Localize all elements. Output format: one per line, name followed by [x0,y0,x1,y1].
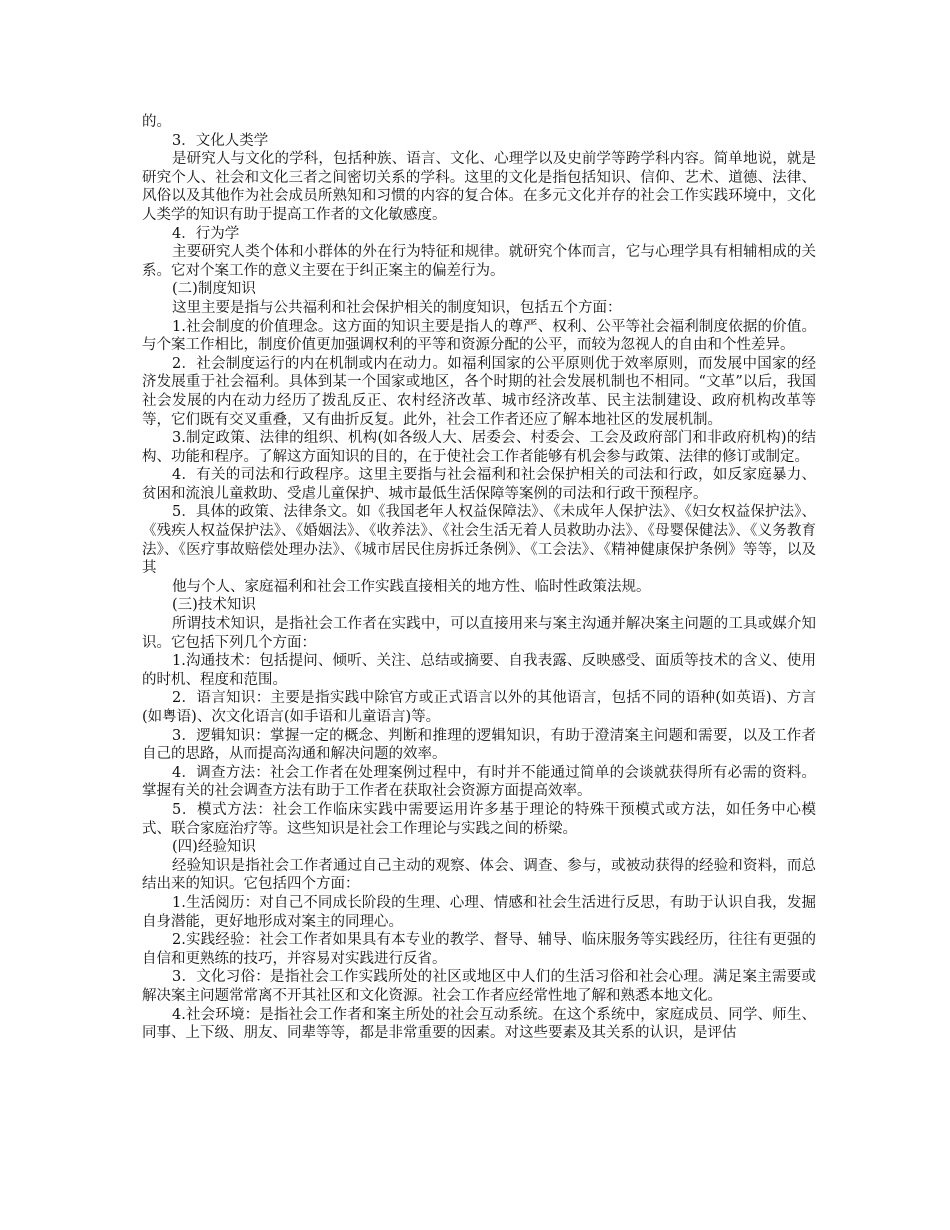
paragraph-institutional-intro: 这里主要是指与公共福利和社会保护相关的制度知识，包括五个方面： [172,299,622,316]
heading-behavioral-science: 4．行为学 [172,225,240,242]
list-item-institutional-5: 5．具体的政策、法律条文。如《我国老年人权益保障法》、《未成年人保护法》、《妇女权益保护法》、《残疾人权益保护法》、《婚姻法》、《收养法》、《社会生活无着人员救助办法》、《母婴保健法》、《义务教育法》、《医疗事故赔偿处理办法》、《城市居民住房拆迁条例》、《工会法》、《精神健康保护条例》等等，以及其 [142,504,816,577]
list-item-technical-1: 1.沟通技术：包括提问、倾听、关注、总结或摘要、自我表露、反映感受、面质等技术的含义、使用的时机、程度和范围。 [142,653,816,688]
list-item-institutional-1: 1.社会制度的价值理念。这方面的知识主要是指人的尊严、权利、公平等社会福利制度依据的价值。与个案工作相比，制度价值更加强调权利的平等和资源分配的公平，而较为忽视人的自由和个性差异。 [142,318,816,354]
list-item-institutional-4: 4．有关的司法和行政程序。这里主要指与社会福利和社会保护相关的司法和行政，如反家庭暴力、贫困和流浪儿童救助、受虐儿童保护、城市最低生活保障等案例的司法和行政干预程序。 [142,467,816,502]
paragraph-experiential-intro: 经验知识是指社会工作者通过自己主动的观察、体会、调查、参与，或被动获得的经验和资料，而总结出来的知识。它包括四个方面： [142,857,816,893]
list-item-experiential-1: 1.生活阅历：对自己不同成长阶段的生理、心理、情感和社会生活进行反思，有助于认识自我，发掘自身潜能，更好地形成对案主的同理心。 [142,894,816,930]
section-heading-institutional: (二)制度知识 [172,281,256,298]
section-heading-technical: (三)技术知识 [172,597,256,614]
section-heading-experiential: (四)经验知识 [172,839,256,856]
paragraph-continuation: 的。 [142,114,171,130]
paragraph-behavioral-science: 主要研究人类个体和小群体的外在行为特征和规律。就研究个体而言，它与心理学具有相辅相成的关系。它对个案工作的意义主要在于纠正案主的偏差行为。 [142,244,816,279]
paragraph-cultural-anthropology: 是研究人与文化的学科，包括种族、语言、文化、心理学以及史前学等跨学科内容。简单地说，就是研究个人、社会和文化三者之间密切关系的学科。这里的文化是指包括知识、信仰、艺术、道德、法律、风俗以及其他作为社会成员所熟知和习惯的内容的复合体。在多元文化并存的社会工作实践环境中，文化人类学的知识有助于提高工作者的文化敏感度。 [142,151,816,223]
list-item-experiential-2: 2.实践经验：社会工作者如果具有本专业的教学、督导、辅导、临床服务等实践经历，往往有更强的自信和更熟练的技巧，并容易对实践进行反省。 [142,932,816,967]
list-item-institutional-2: 2．社会制度运行的内在机制或内在动力。如福利国家的公平原则优于效率原则，而发展中国家的经济发展重于社会福利。具体到某一个国家或地区，各个时期的社会发展机制也不相同。“文革”以后，我国社会发展的内在动力经历了拨乱反正、农村经济改革、城市经济改革、民主法制建设、政府机构改革等等，它们既有交叉重叠，又有曲折反复。此外，社会工作者还应了解本地社区的发展机制。 [142,355,816,428]
list-item-institutional-5-cont: 他与个人、家庭福利和社会工作实践直接相关的地方性、临时性政策法规。 [172,578,651,595]
heading-cultural-anthropology: 3．文化人类学 [172,132,269,149]
list-item-institutional-3: 3.制定政策、法律的组织、机构(如各级人大、居委会、村委会、工会及政府部门和非政府机构)的结构、功能和程序。了解这方面知识的目的，在于使社会工作者能够有机会参与政策、法律的修订或制定。 [142,430,816,465]
list-item-experiential-3: 3．文化习俗：是指社会工作实践所处的社区或地区中人们的生活习俗和社会心理。满足案主需要或解决案主问题常常离不开其社区和文化资源。社会工作者应经常性地了解和熟悉本地文化。 [142,969,816,1004]
list-item-experiential-4: 4.社会环境：是指社会工作者和案主所处的社会互动系统。在这个系统中，家庭成员、同学、师生、同事、上下级、朋友、同辈等等，都是非常重要的因素。对这些要素及其关系的认识，是评估 [142,1006,816,1042]
list-item-technical-4: 4．调查方法：社会工作者在处理案例过程中，有时并不能通过简单的会谈就获得所有必需的资料。掌握有关的社会调查方法有助于工作者在获取社会资源方面提高效率。 [142,764,816,800]
list-item-technical-5: 5．模式方法：社会工作临床实践中需要运用许多基于理论的特殊干预模式或方法，如任务中心模式、联合家庭治疗等。这些知识是社会工作理论与实践之间的桥梁。 [142,801,816,837]
paragraph-technical-intro: 所谓技术知识，是指社会工作者在实践中，可以直接用来与案主沟通并解决案主问题的工具或媒介知识。它包括下列几个方面： [142,616,816,651]
list-item-technical-2: 2．语言知识：主要是指实践中除官方或正式语言以外的其他语言，包括不同的语种(如英语)、方言(如粤语)、次文化语言(如手语和儿童语言)等。 [142,690,816,725]
list-item-technical-3: 3．逻辑知识：掌握一定的概念、判断和推理的逻辑知识，有助于澄清案主问题和需要，以及工作者自己的思路，从而提高沟通和解决问题的效率。 [142,727,816,763]
